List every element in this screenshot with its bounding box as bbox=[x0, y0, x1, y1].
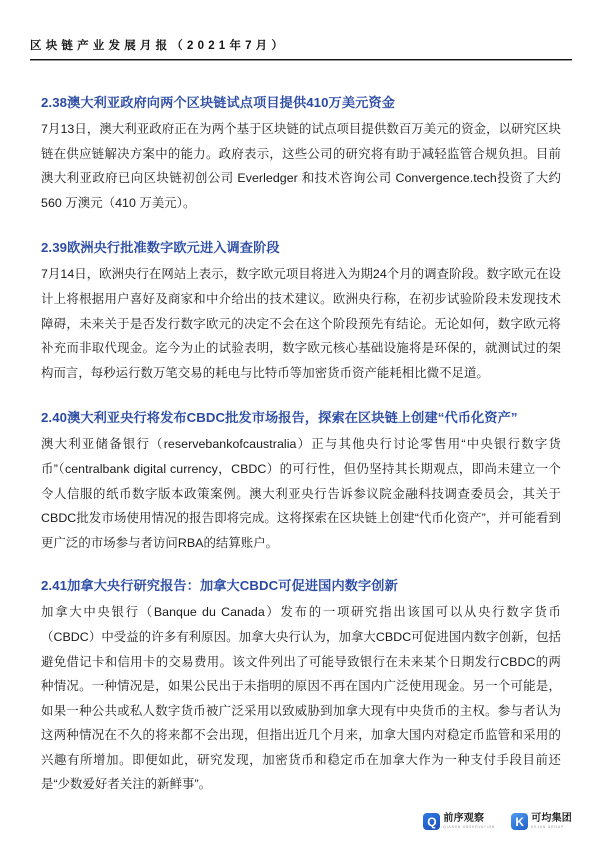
section-heading: 2.38澳大利亚政府向两个区块链试点项目提供410万美元资金 bbox=[41, 95, 395, 110]
qianxu-logo-name-en: QIANXU OBSERVATION bbox=[443, 825, 496, 829]
section-heading: 2.39欧洲央行批准数字欧元进入调查阶段 bbox=[41, 240, 280, 256]
logo-kejun-group bbox=[511, 813, 572, 830]
document-header bbox=[30, 38, 572, 61]
section-spacer bbox=[41, 385, 561, 407]
footer-logo-row bbox=[423, 813, 572, 830]
document-footer bbox=[0, 809, 600, 849]
section-2-40 bbox=[41, 407, 561, 555]
kejun-logo-name-en: KEJUN GROUP bbox=[531, 825, 565, 829]
qianxu-logo-name-cn: 前序观察 bbox=[443, 813, 485, 824]
section-paragraph: 加拿大中央银行（Banque du Canada）发布的一项研究指出该国可以从央行数字货币（CBDC）中受益的许多有利原因。加拿大央行认为，加拿大CBDC可促进国内数字创新，包括避免借记卡和信用卡的交易费用。该文件列出了可能导致银行在未来某个日期发行CBDC的两种情况。一种情况是，如果公民出于未指明的原因不再在国内广泛使用现金。另一个可能是，如果一种公共或私人数字货币被广泛采用以致威胁到加拿大现有中央货币的主权。参与者认为这两种情况在不久的将来都不会出现，但指出近几个月来，加拿大国内对稳定币监管和采用的兴趣有所增加。即便如此，研究发现，加密货币和稳定币在加拿大作为一种支付手段目前还是“少数爱好者关注的新鲜事”。 bbox=[41, 605, 561, 792]
section-paragraph: 7月13日，澳大利亚政府正在为两个基于区块链的试点项目提供数百万美元的资金，以研究区块链在供应链解决方案中的能力。政府表示，这些公司的研究将有助于减轻监管合规负担。目前澳大利亚政府已向区块链初创公司 Everledger 和技术咨询公司 Convergence.tech投资了大约 560 万澳元（410 万美元）。 bbox=[41, 122, 561, 210]
section-2-38 bbox=[41, 92, 561, 215]
header-divider bbox=[30, 59, 572, 61]
section-heading: 2.40澳大利亚央行将发布CBDC批发市场报告，探索在区块链上创建“代币化资产” bbox=[41, 410, 518, 426]
section-2-41 bbox=[41, 575, 561, 797]
section-2-39 bbox=[41, 237, 561, 385]
section-heading: 2.41加拿大央行研究报告：加拿大CBDC可促进国内数字创新 bbox=[41, 578, 398, 594]
section-paragraph: 7月14日，欧洲央行在网站上表示，数字欧元项目将进入为期24个月的调查阶段。数字欧元在设计上将根据用户喜好及商家和中介给出的技术建议。欧洲央行称，在初步试验阶段未发现技术障碍，未来关于是否发行数字欧元的决定不会在这个阶段预先有结论。无论如何，数字欧元将补充而非取代现金。迄今为止的试验表明，数字欧元核心基础设施将是环保的，就测试过的架构而言，每秒运行数万笔交易的耗电与比特币等加密货币资产能耗相比微不足道。 bbox=[41, 267, 561, 380]
kejun-logo-name-cn: 可均集团 bbox=[531, 813, 572, 824]
section-spacer bbox=[41, 555, 561, 575]
section-paragraph: 澳大利亚储备银行（reservebankofcaustralia）正与其他央行讨论零售用“中央银行数字货币”（centralbank digital currency，CBDC）的可行性，但仍坚持其长期观点，即尚未建立一个令人信服的纸币数字版本政策案例。澳大利亚央行告诉参议院金融科技调查委员会，其关于CBDC批发市场使用情况的报告即将完成。这将探索在区块链上创建“代币化资产”，并可能看到更广泛的市场参与者访问RBA的结算账户。 bbox=[41, 437, 561, 550]
section-spacer bbox=[41, 215, 561, 237]
document-body bbox=[41, 92, 561, 797]
logo-qianxu-observation bbox=[423, 813, 495, 830]
kejun-logo-icon: K bbox=[511, 813, 528, 830]
kejun-logo-text bbox=[531, 813, 572, 830]
qianxu-logo-text bbox=[443, 813, 495, 830]
header-title: 区块链产业发展月报（2021年7月） bbox=[30, 40, 288, 52]
qianxu-logo-icon: Q bbox=[423, 813, 440, 830]
